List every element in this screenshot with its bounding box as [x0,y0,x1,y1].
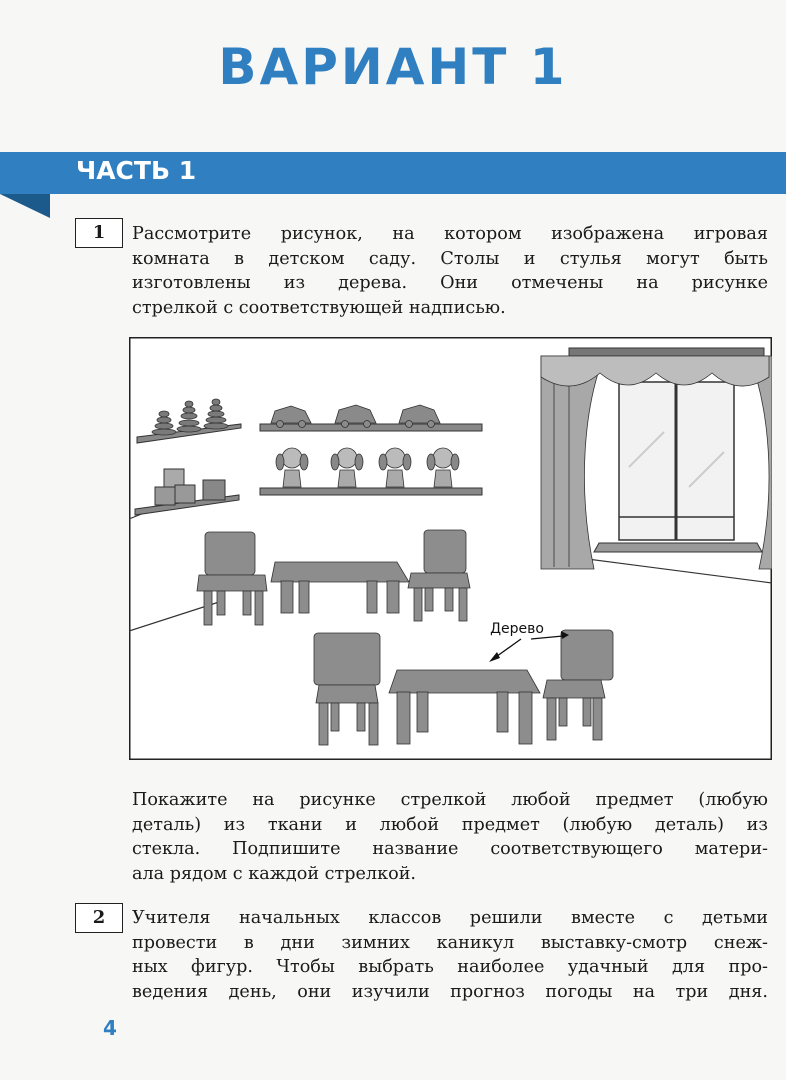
task-1-question-line: деталь) из ткани и любой предмет (любую деталь) из [132,814,768,835]
task-1-intro-line: изготовлены из дерева. Они отмечены на рисунке [132,273,768,293]
playroom-figure [129,337,772,760]
task-1-intro-line: Рассмотрите рисунок, на котором изображена игровая [132,224,768,244]
task-2-line: Учителя начальных классов решили вместе с детьми [132,908,768,928]
task-2-number-box: 2 [75,903,123,933]
task-2-line: ведения день, они изучили прогноз погоды на три дня. [132,981,768,1002]
task-1-question-line: стекла. Подпишите название соответствующего матери- [132,839,768,859]
task-1-number-box: 1 [75,218,123,248]
task-2-line: провести в дни зимних каникул выставку-смотр снеж- [132,932,768,953]
task-1-intro-line: стрелкой с соответствующей надписью. [132,297,506,318]
part-header-fold [0,194,50,218]
variant-title: ВАРИАНТ 1 [218,38,568,96]
task-1-question-line: Покажите на рисунке стрелкой любой предмет (любую [132,790,768,810]
task-1-intro-line: комната в детском саду. Столы и стулья могут быть [132,248,768,269]
page-number: 4 [103,1016,117,1040]
task-2-line: ных фигур. Чтобы выбрать наиболее удачный для про- [132,957,768,977]
wood-label: Дерево [490,621,544,637]
part-title: ЧАСТЬ 1 [76,156,197,185]
task-1-question-line: ала рядом с каждой стрелкой. [132,863,417,884]
